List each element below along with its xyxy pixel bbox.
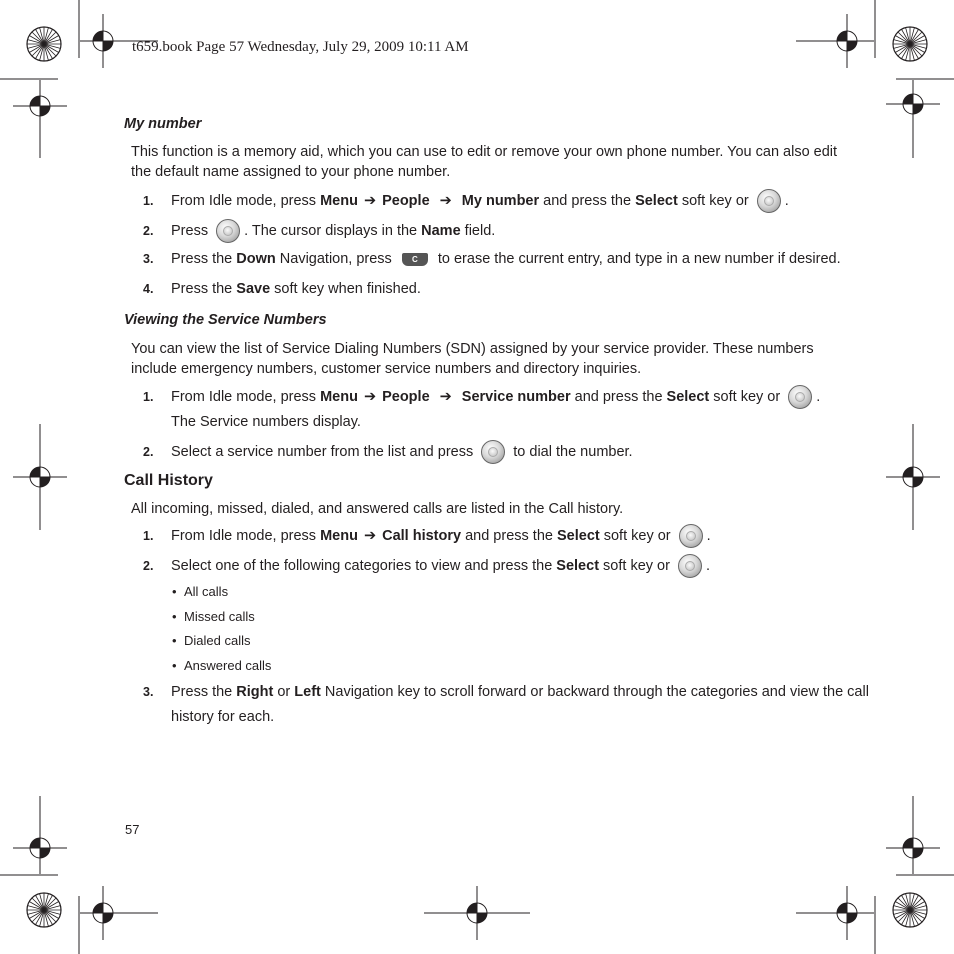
- service-numbers-heading: Viewing the Service Numbers: [124, 312, 327, 328]
- ok-key-icon: [679, 524, 703, 548]
- category-dialed-calls: • Dialed calls: [172, 633, 251, 648]
- service-step-1: 1. From Idle mode, press Menu ➔ People ➔ Service number and press the Select soft key or .: [143, 385, 820, 409]
- service-step-2: 2. Select a service number from the list and press to dial the number.: [143, 440, 633, 464]
- call-history-step-2: 2. Select one of the following categories to view and press the Select soft key or .: [143, 554, 710, 578]
- clear-key-icon: C: [402, 253, 428, 266]
- print-header: t659.book Page 57 Wednesday, July 29, 2009 10:11 AM: [132, 39, 469, 55]
- my-number-step-2: 2. Press . The cursor displays in the Name field.: [143, 219, 495, 243]
- my-number-intro: This function is a memory aid, which you can use to edit or remove your own phone number. You can also edit the default name assigned to your phone number.: [131, 144, 838, 180]
- my-number-step-4: 4. Press the Save soft key when finished.: [143, 281, 421, 297]
- call-history-intro: All incoming, missed, dialed, and answered calls are listed in the Call history.: [131, 501, 624, 517]
- ok-key-icon: [481, 440, 505, 464]
- my-number-heading: My number: [124, 116, 202, 132]
- ok-key-icon: [788, 385, 812, 409]
- my-number-step-1: 1. From Idle mode, press Menu ➔ People ➔ My number and press the Select soft key or .: [143, 189, 789, 213]
- call-history-step-3-cont: history for each.: [171, 709, 275, 725]
- ok-key-icon: [678, 554, 702, 578]
- category-all-calls: • All calls: [172, 584, 229, 599]
- call-history-step-1: 1. From Idle mode, press Menu ➔ Call history and press the Select soft key or .: [143, 524, 711, 548]
- call-history-step-3: 3. Press the Right or Left Navigation key to scroll forward or backward through the categories and view the call: [143, 684, 869, 700]
- my-number-step-3: 3. Press the Down Navigation, press C to erase the current entry, and type in a new number if desired.: [143, 251, 841, 267]
- category-answered-calls: • Answered calls: [172, 658, 272, 673]
- category-missed-calls: • Missed calls: [172, 609, 255, 624]
- service-step-1-result: The Service numbers display.: [171, 414, 361, 430]
- ok-key-icon: [757, 189, 781, 213]
- page-number: 57: [125, 822, 140, 837]
- ok-key-icon: [216, 219, 240, 243]
- service-numbers-intro: You can view the list of Service Dialing Numbers (SDN) assigned by your service provider. These numbers include emergency numbers, customer service numbers and directory inquiries.: [131, 341, 814, 377]
- call-history-heading: Call History: [124, 472, 213, 489]
